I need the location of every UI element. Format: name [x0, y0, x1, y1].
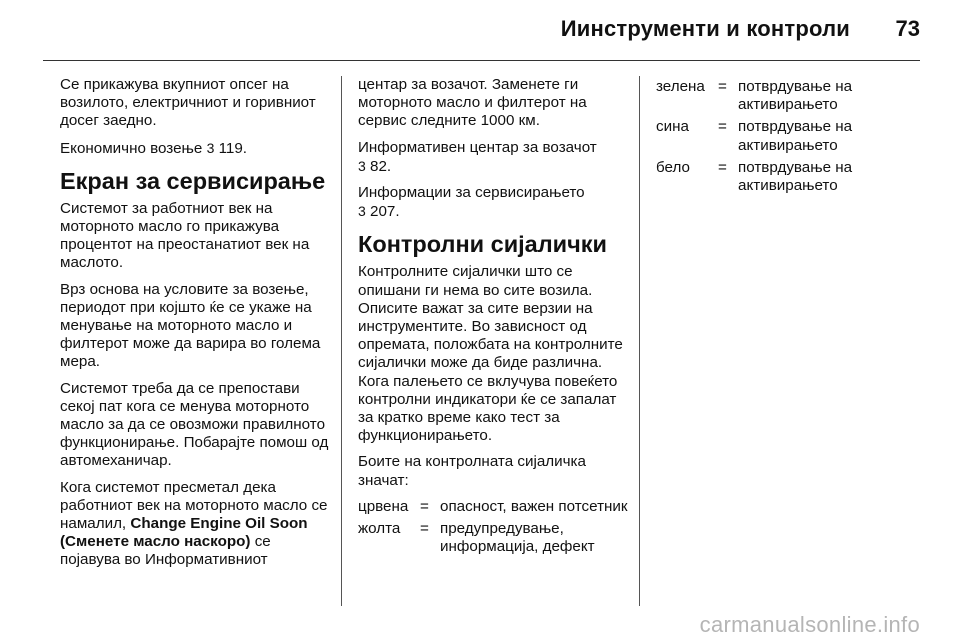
color-term: бело [656, 158, 690, 176]
color-meaning: потврдување на активирањето [738, 158, 853, 195]
paragraph-oil-change: центар за возачот. Заменете ги моторното масло и филтерот на сервис следните 1000 км. [358, 76, 587, 130]
paragraph-oil-warning [60, 479, 330, 570]
color-term: црвена [358, 497, 409, 515]
paragraph-oil-interval: Врз основа на условите за возење, периодот при којшто ќе се укаже на менување на моторното масло и филтерот може да варира во голема мера. [60, 280, 321, 371]
equals-sign: = [420, 520, 429, 538]
column-divider-2 [639, 76, 640, 606]
color-meaning: предупредување, информација, дефект [440, 520, 595, 556]
paragraph-oil-reset: Системот треба да се препостави секој пат кога се менува моторното масло за да се овозможи правилното функционирање. Побарајте помош од автомеханичар. [60, 379, 329, 470]
service-ref-page[interactable]: 207. [370, 203, 400, 221]
column-2 [358, 76, 628, 560]
color-term: жолта [358, 520, 401, 538]
equals-sign: = [718, 118, 727, 136]
page-ref-icon: 3 [358, 203, 366, 220]
column-1 [60, 76, 330, 578]
color-definitions-table-1 [358, 498, 628, 561]
paragraph-eco-ref [60, 139, 330, 158]
paragraph-light-colors: Боите на контролната сијаличка значат: [358, 453, 586, 489]
paragraph-dic-ref [358, 139, 628, 176]
equals-sign: = [420, 497, 429, 515]
color-meaning: потврдување на активирањето [738, 118, 853, 154]
dic-ref-text: Информативен центар за возачот [358, 138, 597, 156]
dic-ref-page[interactable]: 82. [370, 157, 392, 175]
color-term: сина [656, 118, 689, 136]
page-header-title: Иинструменти и контроли [560, 16, 850, 41]
equals-sign: = [718, 158, 727, 176]
column-divider-1 [341, 76, 342, 606]
definition-row [358, 520, 628, 560]
eco-ref-page[interactable]: 119. [218, 139, 248, 157]
service-ref-text: Информации за сервисирањето [358, 184, 585, 202]
color-definitions-table-2 [656, 78, 916, 199]
page-ref-icon: 3 [206, 139, 215, 156]
page-number: 73 [895, 16, 920, 41]
definition-row [656, 78, 916, 118]
eco-ref-text: Економично возење [60, 139, 203, 157]
equals-sign: = [718, 78, 727, 95]
definition-row [656, 159, 916, 199]
watermark: carmanualsonline.info [699, 612, 920, 637]
oil-warning-text-b: се појавува во Информативниот [60, 533, 271, 569]
header-rule [43, 60, 920, 61]
color-term: зелена [656, 78, 705, 95]
section-heading-service-display: Екран за сервисирање [60, 167, 326, 194]
paragraph-control-lights: Контролните сијалички што се опишани ги нема во сите возила. Описите важат за сите верзии на инструментите. Во зависност од опремата, положбата на контролните сијалички може да биде различна. Кога палењето се вклучува повеќето контролни индикатори ќе се запалат за кратко време како тест за функционирањето. [358, 263, 623, 445]
section-heading-control-lights: Контролни сијалички [358, 231, 607, 258]
oil-warning-text-a: Кога системот пресметал дека работниот век на моторното масло се намалил, [60, 478, 328, 533]
color-meaning: опасност, важен потсетник [440, 497, 628, 515]
oil-warning-message: Change Engine Oil Soon (Сменете масло наскоро) [60, 515, 308, 551]
definition-row [656, 118, 916, 158]
paragraph-service-ref [358, 184, 628, 221]
paragraph-range: Се прикажува вкупниот опсег на возилото, електричниот и горивниот досег заедно. [60, 76, 316, 130]
page-ref-icon: 3 [358, 157, 366, 174]
color-meaning: потврдување на активирањето [738, 78, 853, 114]
paragraph-oil-life-system: Системот за работниот век на моторното масло го прикажува процентот на преостанатиот век на маслото. [60, 199, 310, 272]
column-3 [656, 76, 916, 199]
definition-row [358, 498, 628, 520]
